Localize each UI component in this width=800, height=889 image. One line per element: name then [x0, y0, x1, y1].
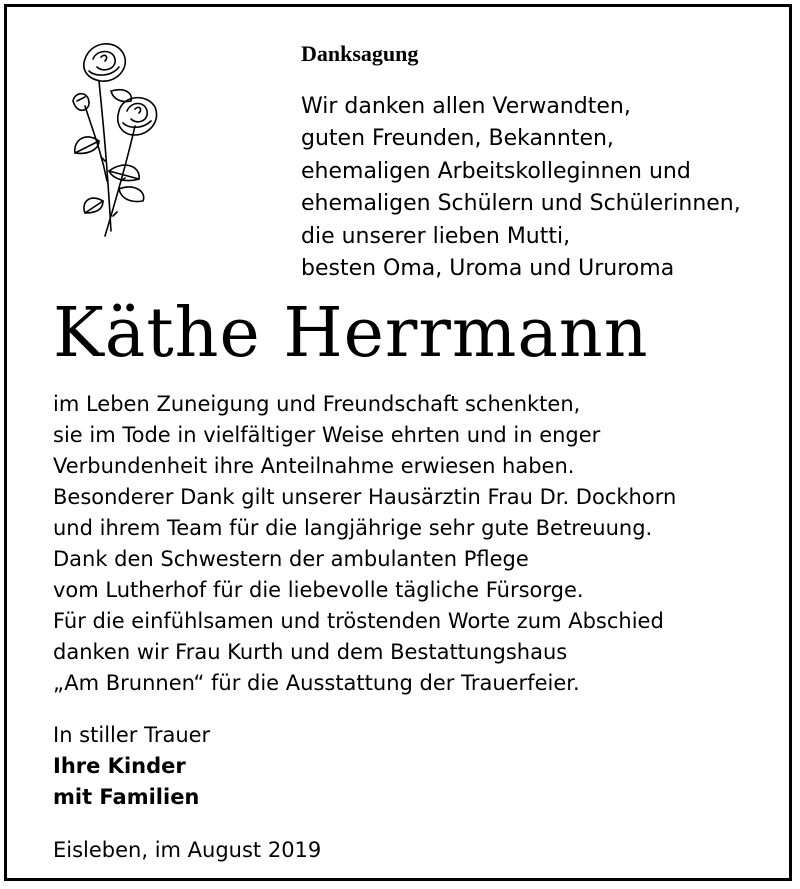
place-date: Eisleben, im August 2019 — [53, 838, 322, 862]
body-line: im Leben Zuneigung und Freundschaft schenkten, — [53, 392, 581, 416]
heading-danksagung: Danksagung — [301, 41, 419, 66]
intro-line: guten Freunden, Bekannten, — [301, 126, 614, 152]
intro-line: ehemaligen Arbeitskolleginnen und — [301, 158, 691, 184]
body-line: vom Lutherhof für die liebevolle tägliche Fürsorge. — [53, 578, 584, 602]
mourning-line: In stiller Trauer — [53, 723, 211, 747]
body-paragraph — [53, 389, 793, 699]
intro-paragraph — [301, 91, 791, 285]
body-line: Dank den Schwestern der ambulanten Pflege — [53, 547, 529, 571]
mourning-signature — [53, 720, 210, 813]
obituary-frame — [4, 4, 792, 881]
intro-line: Wir danken allen Verwandten, — [301, 94, 631, 119]
rose-illustration-icon — [55, 31, 175, 246]
body-line: und ihrem Team für die langjährige sehr gute Betreuung. — [53, 516, 653, 540]
intro-line: ehemaligen Schülern und Schülerinnen, — [301, 191, 741, 217]
body-line: „Am Brunnen“ für die Ausstattung der Trauerfeier. — [53, 671, 580, 695]
deceased-name: Käthe Herrmann — [53, 294, 649, 373]
body-line: danken wir Frau Kurth und dem Bestattungshaus — [53, 640, 568, 664]
intro-line: die unserer lieben Mutti, — [301, 223, 571, 249]
body-line: Für die einfühlsamen und tröstenden Worte zum Abschied — [53, 609, 664, 633]
intro-line: besten Oma, Uroma und Ururoma — [301, 256, 675, 282]
body-line: Besonderer Dank gilt unserer Hausärztin Frau Dr. Dockhorn — [53, 485, 677, 509]
mourning-family-line: mit Familien — [53, 785, 200, 809]
body-line: sie im Tode in vielfältiger Weise ehrten und in enger — [53, 423, 601, 447]
mourning-family-line: Ihre Kinder — [53, 754, 186, 778]
body-line: Verbundenheit ihre Anteilnahme erwiesen haben. — [53, 454, 575, 478]
